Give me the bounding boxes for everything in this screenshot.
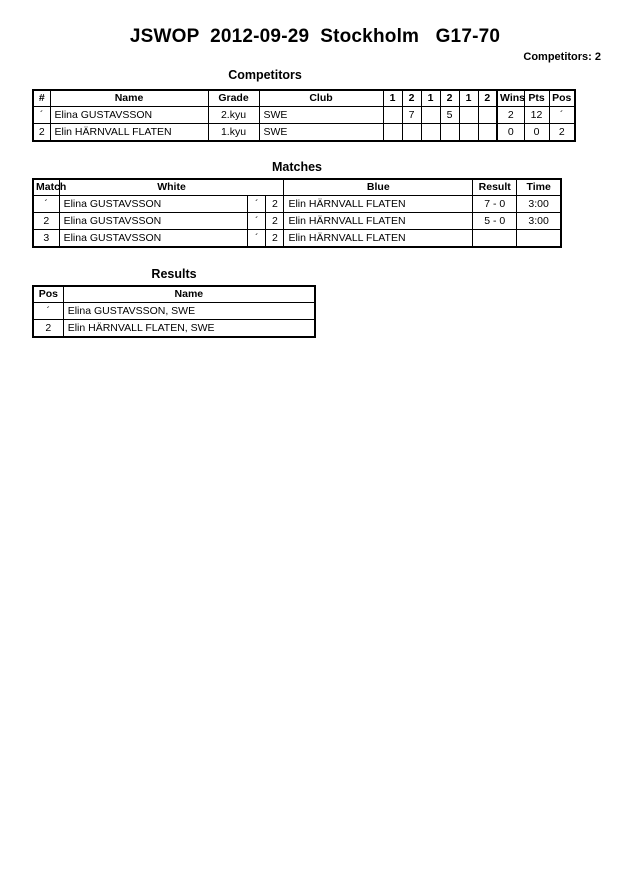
competitor-position: ´ — [549, 107, 575, 124]
col-header: Name — [63, 286, 315, 303]
white-competitor: Elina GUSTAVSSON — [59, 196, 248, 213]
page-title: JSWOP 2012-09-29 Stockholm G17-70 — [129, 26, 501, 47]
competitor-wins: 2 — [497, 107, 524, 124]
col-header: Pos — [33, 286, 63, 303]
col-header: 1 — [459, 90, 478, 107]
col-header: # — [33, 90, 50, 107]
round-score — [421, 107, 440, 124]
col-header: Time — [517, 179, 561, 196]
round-score — [478, 124, 497, 142]
col-header: Pos — [549, 90, 575, 107]
col-header: Grade — [208, 90, 259, 107]
match-result: 7 - 0 — [473, 196, 517, 213]
match-number: ´ — [33, 196, 59, 213]
table-row — [33, 230, 561, 248]
round-score — [383, 107, 402, 124]
col-header: Name — [50, 90, 208, 107]
result-name: Elina GUSTAVSSON, SWE — [63, 303, 315, 320]
match-result: 5 - 0 — [473, 213, 517, 230]
results-header-row — [33, 286, 315, 303]
match-time: 3:00 — [517, 213, 561, 230]
round-score — [402, 124, 421, 142]
col-header: 2 — [402, 90, 421, 107]
match-number: 3 — [33, 230, 59, 248]
col-header: White — [59, 179, 284, 196]
round-score — [459, 124, 478, 142]
competitors-count: Competitors: 2 — [523, 51, 601, 63]
results-section-title: Results — [151, 267, 197, 281]
table-row — [33, 196, 561, 213]
round-score: 7 — [402, 107, 421, 124]
results-table — [32, 285, 316, 338]
white-number: ´ — [248, 196, 266, 213]
competitor-club: SWE — [259, 107, 383, 124]
competitor-name: Elina GUSTAVSSON — [50, 107, 208, 124]
round-score: 5 — [440, 107, 459, 124]
table-row — [33, 303, 315, 320]
round-score — [383, 124, 402, 142]
blue-competitor: Elin HÄRNVALL FLATEN — [284, 196, 473, 213]
col-header: Blue — [284, 179, 473, 196]
matches-table — [32, 178, 562, 248]
blue-number: 2 — [266, 196, 284, 213]
result-position: 2 — [33, 320, 63, 338]
round-score — [459, 107, 478, 124]
col-header: 1 — [421, 90, 440, 107]
result-name: Elin HÄRNVALL FLATEN, SWE — [63, 320, 315, 338]
col-header: 2 — [478, 90, 497, 107]
match-result — [473, 230, 517, 248]
competitor-position: 2 — [549, 124, 575, 142]
competitor-number: ´ — [33, 107, 50, 124]
competitors-section-title: Competitors — [228, 68, 302, 82]
white-number: ´ — [248, 230, 266, 248]
white-competitor: Elina GUSTAVSSON — [59, 213, 248, 230]
match-time: 3:00 — [517, 196, 561, 213]
competitor-grade: 2.kyu — [208, 107, 259, 124]
blue-competitor: Elin HÄRNVALL FLATEN — [284, 213, 473, 230]
col-header: Wins — [497, 90, 524, 107]
round-score — [421, 124, 440, 142]
competitor-wins: 0 — [497, 124, 524, 142]
col-header: Result — [473, 179, 517, 196]
competitor-number: 2 — [33, 124, 50, 142]
competitor-points: 12 — [524, 107, 549, 124]
white-number: ´ — [248, 213, 266, 230]
table-row — [33, 320, 315, 338]
blue-competitor: Elin HÄRNVALL FLATEN — [284, 230, 473, 248]
table-row — [33, 124, 575, 142]
col-header: Pts — [524, 90, 549, 107]
competitor-grade: 1.kyu — [208, 124, 259, 142]
col-header: 1 — [383, 90, 402, 107]
round-score — [478, 107, 497, 124]
competitor-name: Elin HÄRNVALL FLATEN — [50, 124, 208, 142]
table-row — [33, 107, 575, 124]
blue-number: 2 — [266, 230, 284, 248]
competitors-table — [32, 89, 576, 142]
col-header: 2 — [440, 90, 459, 107]
col-header: Club — [259, 90, 383, 107]
table-row — [33, 213, 561, 230]
result-position: ´ — [33, 303, 63, 320]
competitor-club: SWE — [259, 124, 383, 142]
match-time — [517, 230, 561, 248]
competitor-points: 0 — [524, 124, 549, 142]
match-number: 2 — [33, 213, 59, 230]
matches-header-row — [33, 179, 561, 196]
matches-section-title: Matches — [271, 160, 323, 174]
round-score — [440, 124, 459, 142]
col-header: Match — [33, 179, 59, 196]
white-competitor: Elina GUSTAVSSON — [59, 230, 248, 248]
blue-number: 2 — [266, 213, 284, 230]
competitors-header-row — [33, 90, 575, 107]
